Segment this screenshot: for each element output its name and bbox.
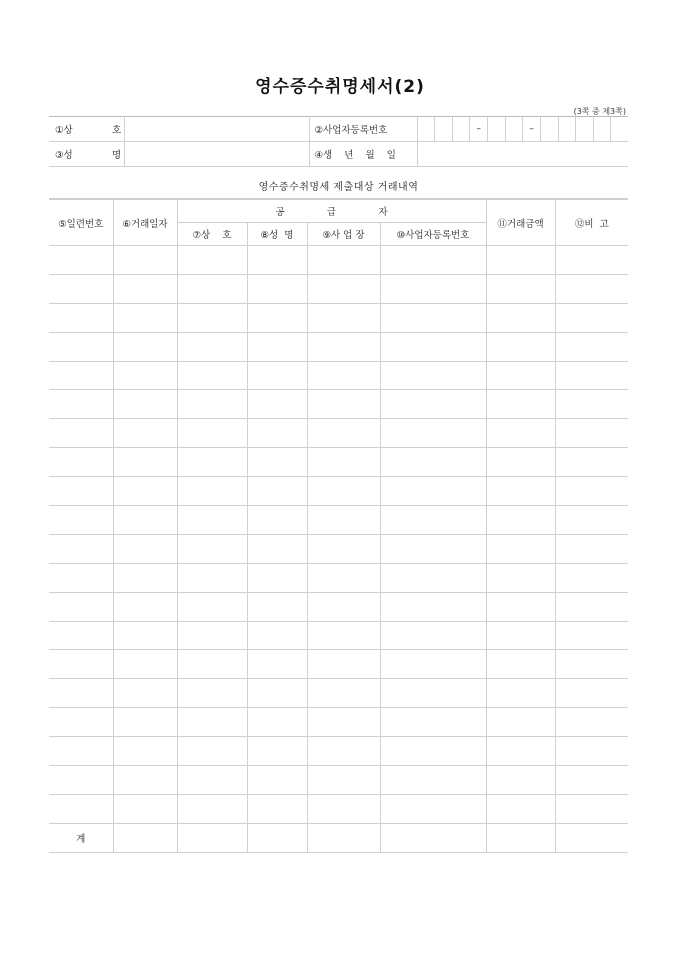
col-serial: ⑤일련번호: [49, 200, 113, 246]
table-cell[interactable]: [380, 419, 486, 448]
table-cell[interactable]: [247, 390, 307, 419]
total-cell[interactable]: [486, 823, 555, 852]
table-cell[interactable]: [486, 621, 555, 650]
name-label: ③성 명: [49, 142, 124, 167]
table-row: [49, 303, 628, 332]
table-cell[interactable]: [307, 332, 380, 361]
table-cell[interactable]: [113, 274, 177, 303]
table-cell[interactable]: [247, 766, 307, 795]
table-cell[interactable]: [380, 592, 486, 621]
table-cell[interactable]: [307, 506, 380, 535]
table-cell[interactable]: [49, 303, 113, 332]
section-subtitle: 영수증수취명세 제출대상 거래내역: [49, 172, 628, 199]
table-cell[interactable]: [380, 679, 486, 708]
table-cell[interactable]: [247, 477, 307, 506]
reg-no-digit-cell[interactable]: [594, 117, 612, 141]
table-cell[interactable]: [113, 650, 177, 679]
total-cell[interactable]: [555, 823, 628, 852]
col-reg-no: ⑩사업자등록번호: [380, 223, 486, 246]
table-cell[interactable]: [486, 534, 555, 563]
table-cell[interactable]: [486, 650, 555, 679]
table-cell[interactable]: [247, 246, 307, 275]
col-date: ⑥거래일자: [113, 200, 177, 246]
table-cell[interactable]: [113, 361, 177, 390]
table-cell[interactable]: [113, 563, 177, 592]
table-row: [49, 534, 628, 563]
table-cell[interactable]: [380, 766, 486, 795]
col-workplace: ⑨사 업 장: [307, 223, 380, 246]
table-cell[interactable]: [555, 766, 628, 795]
table-cell[interactable]: [555, 534, 628, 563]
table-cell[interactable]: [380, 563, 486, 592]
table-cell[interactable]: [486, 592, 555, 621]
table-cell[interactable]: [177, 274, 247, 303]
table-cell[interactable]: [247, 563, 307, 592]
table-cell[interactable]: [113, 621, 177, 650]
table-cell[interactable]: [177, 679, 247, 708]
table-cell[interactable]: [486, 448, 555, 477]
table-row: [49, 766, 628, 795]
table-cell[interactable]: [486, 361, 555, 390]
table-cell[interactable]: [307, 448, 380, 477]
table-cell[interactable]: [380, 332, 486, 361]
total-label: 계: [49, 823, 113, 852]
table-cell[interactable]: [247, 679, 307, 708]
table-cell[interactable]: [49, 534, 113, 563]
table-cell[interactable]: [307, 650, 380, 679]
table-cell[interactable]: [49, 419, 113, 448]
col-trade-name: ⑦상 호: [177, 223, 247, 246]
table-cell[interactable]: [486, 563, 555, 592]
table-cell[interactable]: [555, 621, 628, 650]
table-cell[interactable]: [307, 766, 380, 795]
table-cell[interactable]: [486, 766, 555, 795]
table-cell[interactable]: [307, 737, 380, 766]
table-cell[interactable]: [177, 303, 247, 332]
table-cell[interactable]: [486, 679, 555, 708]
table-cell[interactable]: [49, 361, 113, 390]
table-cell[interactable]: [247, 621, 307, 650]
page-info: (3쪽 중 제3쪽): [573, 107, 626, 116]
table-cell[interactable]: [49, 708, 113, 737]
table-cell[interactable]: [49, 246, 113, 275]
table-cell[interactable]: [247, 592, 307, 621]
table-cell[interactable]: [380, 737, 486, 766]
total-cell[interactable]: [307, 823, 380, 852]
table-cell[interactable]: [555, 448, 628, 477]
table-cell[interactable]: [555, 737, 628, 766]
table-cell[interactable]: [380, 794, 486, 823]
table-cell[interactable]: [247, 448, 307, 477]
table-cell[interactable]: [380, 246, 486, 275]
table-cell[interactable]: [380, 534, 486, 563]
table-row: [49, 274, 628, 303]
col-remarks: ⑫비 고: [555, 200, 628, 246]
table-cell[interactable]: [307, 390, 380, 419]
table-cell[interactable]: [49, 448, 113, 477]
table-cell[interactable]: [177, 621, 247, 650]
table-cell[interactable]: [177, 592, 247, 621]
table-cell[interactable]: [49, 390, 113, 419]
name-field[interactable]: [124, 142, 309, 167]
table-cell[interactable]: [307, 563, 380, 592]
table-cell[interactable]: [380, 621, 486, 650]
table-cell[interactable]: [307, 708, 380, 737]
col-supplier: 공 급 자: [177, 200, 486, 223]
col-name: ⑧성 명: [247, 223, 307, 246]
table-cell[interactable]: [177, 419, 247, 448]
table-cell[interactable]: [555, 419, 628, 448]
birth-field[interactable]: [417, 142, 628, 167]
table-cell[interactable]: [307, 621, 380, 650]
table-cell[interactable]: [380, 506, 486, 535]
reg-no-digit-cell[interactable]: [611, 117, 628, 141]
table-cell[interactable]: [555, 390, 628, 419]
table-cell[interactable]: [49, 766, 113, 795]
table-cell[interactable]: [247, 303, 307, 332]
table-row: [49, 419, 628, 448]
table-cell[interactable]: [247, 534, 307, 563]
table-cell[interactable]: [113, 766, 177, 795]
table-cell[interactable]: [177, 361, 247, 390]
table-row: [49, 390, 628, 419]
total-cell[interactable]: [177, 823, 247, 852]
taxpayer-info-table: [49, 116, 628, 167]
table-cell[interactable]: [486, 332, 555, 361]
table-cell[interactable]: [247, 737, 307, 766]
table-row: [49, 679, 628, 708]
table-cell[interactable]: [307, 592, 380, 621]
table-cell[interactable]: [486, 390, 555, 419]
total-cell[interactable]: [380, 823, 486, 852]
table-cell[interactable]: [380, 390, 486, 419]
table-cell[interactable]: [49, 592, 113, 621]
reg-no-digit-cell[interactable]: [541, 117, 559, 141]
table-cell[interactable]: [486, 708, 555, 737]
table-cell[interactable]: [555, 246, 628, 275]
table-cell[interactable]: [49, 477, 113, 506]
table-cell[interactable]: [486, 274, 555, 303]
table-cell[interactable]: [307, 361, 380, 390]
table-row: [49, 361, 628, 390]
table-cell[interactable]: [486, 506, 555, 535]
table-row: [49, 737, 628, 766]
table-cell[interactable]: [49, 621, 113, 650]
table-cell[interactable]: [307, 679, 380, 708]
table-cell[interactable]: [247, 361, 307, 390]
table-cell[interactable]: [49, 737, 113, 766]
reg-no-label: ②사업자등록번호: [309, 117, 417, 142]
total-row: [49, 823, 628, 852]
table-cell[interactable]: [113, 390, 177, 419]
table-cell[interactable]: [177, 477, 247, 506]
table-cell[interactable]: [486, 303, 555, 332]
business-name-label: ①상 호: [49, 117, 124, 142]
table-row: [49, 332, 628, 361]
table-cell[interactable]: [555, 477, 628, 506]
table-cell[interactable]: [49, 274, 113, 303]
table-cell[interactable]: [247, 708, 307, 737]
table-cell[interactable]: [486, 794, 555, 823]
table-cell[interactable]: [380, 361, 486, 390]
table-cell[interactable]: [307, 246, 380, 275]
total-cell[interactable]: [113, 823, 177, 852]
table-cell[interactable]: [555, 361, 628, 390]
transactions-table: [49, 199, 628, 853]
table-cell[interactable]: [113, 246, 177, 275]
table-cell[interactable]: [380, 303, 486, 332]
table-cell[interactable]: [555, 303, 628, 332]
table-cell[interactable]: [113, 794, 177, 823]
birth-label: ④생 년 월 일: [309, 142, 417, 167]
table-cell[interactable]: [486, 737, 555, 766]
table-row: [49, 477, 628, 506]
reg-no-field[interactable]: [417, 117, 628, 142]
table-cell[interactable]: [486, 477, 555, 506]
table-row: [49, 621, 628, 650]
table-cell[interactable]: [247, 506, 307, 535]
table-row: [49, 506, 628, 535]
table-cell[interactable]: [555, 650, 628, 679]
table-cell[interactable]: [247, 332, 307, 361]
table-cell[interactable]: [113, 506, 177, 535]
table-cell[interactable]: [307, 794, 380, 823]
table-cell[interactable]: [247, 650, 307, 679]
table-cell[interactable]: [380, 650, 486, 679]
reg-no-digit-cell[interactable]: [488, 117, 506, 141]
table-cell[interactable]: [49, 563, 113, 592]
table-cell[interactable]: [247, 794, 307, 823]
reg-no-digit-cell[interactable]: [559, 117, 577, 141]
form-title: 영수증수취명세서(2): [255, 77, 425, 97]
reg-no-digit-cell[interactable]: [418, 117, 436, 141]
table-cell[interactable]: [380, 477, 486, 506]
table-cell[interactable]: [555, 794, 628, 823]
table-cell[interactable]: [307, 303, 380, 332]
reg-no-digit-cell[interactable]: [453, 117, 471, 141]
table-cell[interactable]: [49, 679, 113, 708]
table-cell[interactable]: [380, 448, 486, 477]
table-row: [49, 592, 628, 621]
table-cell[interactable]: [49, 506, 113, 535]
table-row: [49, 448, 628, 477]
table-row: [49, 794, 628, 823]
reg-no-digit-cell[interactable]: [576, 117, 594, 141]
table-cell[interactable]: [113, 679, 177, 708]
table-row: [49, 650, 628, 679]
table-cell[interactable]: [555, 708, 628, 737]
table-cell[interactable]: [555, 332, 628, 361]
table-cell[interactable]: [555, 592, 628, 621]
table-cell[interactable]: [113, 419, 177, 448]
table-cell[interactable]: [49, 794, 113, 823]
table-cell[interactable]: [113, 332, 177, 361]
table-cell[interactable]: [177, 332, 247, 361]
table-cell[interactable]: [555, 563, 628, 592]
table-cell[interactable]: [49, 332, 113, 361]
table-row: [49, 708, 628, 737]
table-row: [49, 246, 628, 275]
table-cell[interactable]: [486, 246, 555, 275]
table-row: [49, 563, 628, 592]
table-cell[interactable]: [177, 708, 247, 737]
table-cell[interactable]: [113, 534, 177, 563]
table-cell[interactable]: [555, 506, 628, 535]
table-cell[interactable]: [307, 419, 380, 448]
col-amount: ⑪거래금액: [486, 200, 555, 246]
business-name-field[interactable]: [124, 117, 309, 142]
table-cell[interactable]: [486, 419, 555, 448]
total-cell[interactable]: [247, 823, 307, 852]
table-cell[interactable]: [177, 737, 247, 766]
table-cell[interactable]: [380, 708, 486, 737]
table-cell[interactable]: [113, 708, 177, 737]
reg-no-digit-cell[interactable]: –: [470, 117, 488, 141]
table-cell[interactable]: [177, 246, 247, 275]
table-cell[interactable]: [113, 303, 177, 332]
table-cell[interactable]: [555, 274, 628, 303]
table-cell[interactable]: [177, 563, 247, 592]
table-cell[interactable]: [247, 274, 307, 303]
table-cell[interactable]: [113, 448, 177, 477]
table-cell[interactable]: [555, 679, 628, 708]
reg-no-digit-cell[interactable]: [435, 117, 453, 141]
table-cell[interactable]: [177, 766, 247, 795]
reg-no-digit-cell[interactable]: [506, 117, 524, 141]
table-cell[interactable]: [113, 592, 177, 621]
reg-no-digit-cell[interactable]: –: [523, 117, 541, 141]
table-cell[interactable]: [177, 650, 247, 679]
table-cell[interactable]: [307, 534, 380, 563]
table-cell[interactable]: [307, 274, 380, 303]
table-cell[interactable]: [307, 477, 380, 506]
table-cell[interactable]: [177, 534, 247, 563]
table-cell[interactable]: [380, 274, 486, 303]
table-cell[interactable]: [247, 419, 307, 448]
table-cell[interactable]: [49, 650, 113, 679]
table-cell[interactable]: [177, 506, 247, 535]
table-cell[interactable]: [113, 477, 177, 506]
table-cell[interactable]: [177, 448, 247, 477]
table-cell[interactable]: [177, 794, 247, 823]
table-cell[interactable]: [113, 737, 177, 766]
table-cell[interactable]: [177, 390, 247, 419]
